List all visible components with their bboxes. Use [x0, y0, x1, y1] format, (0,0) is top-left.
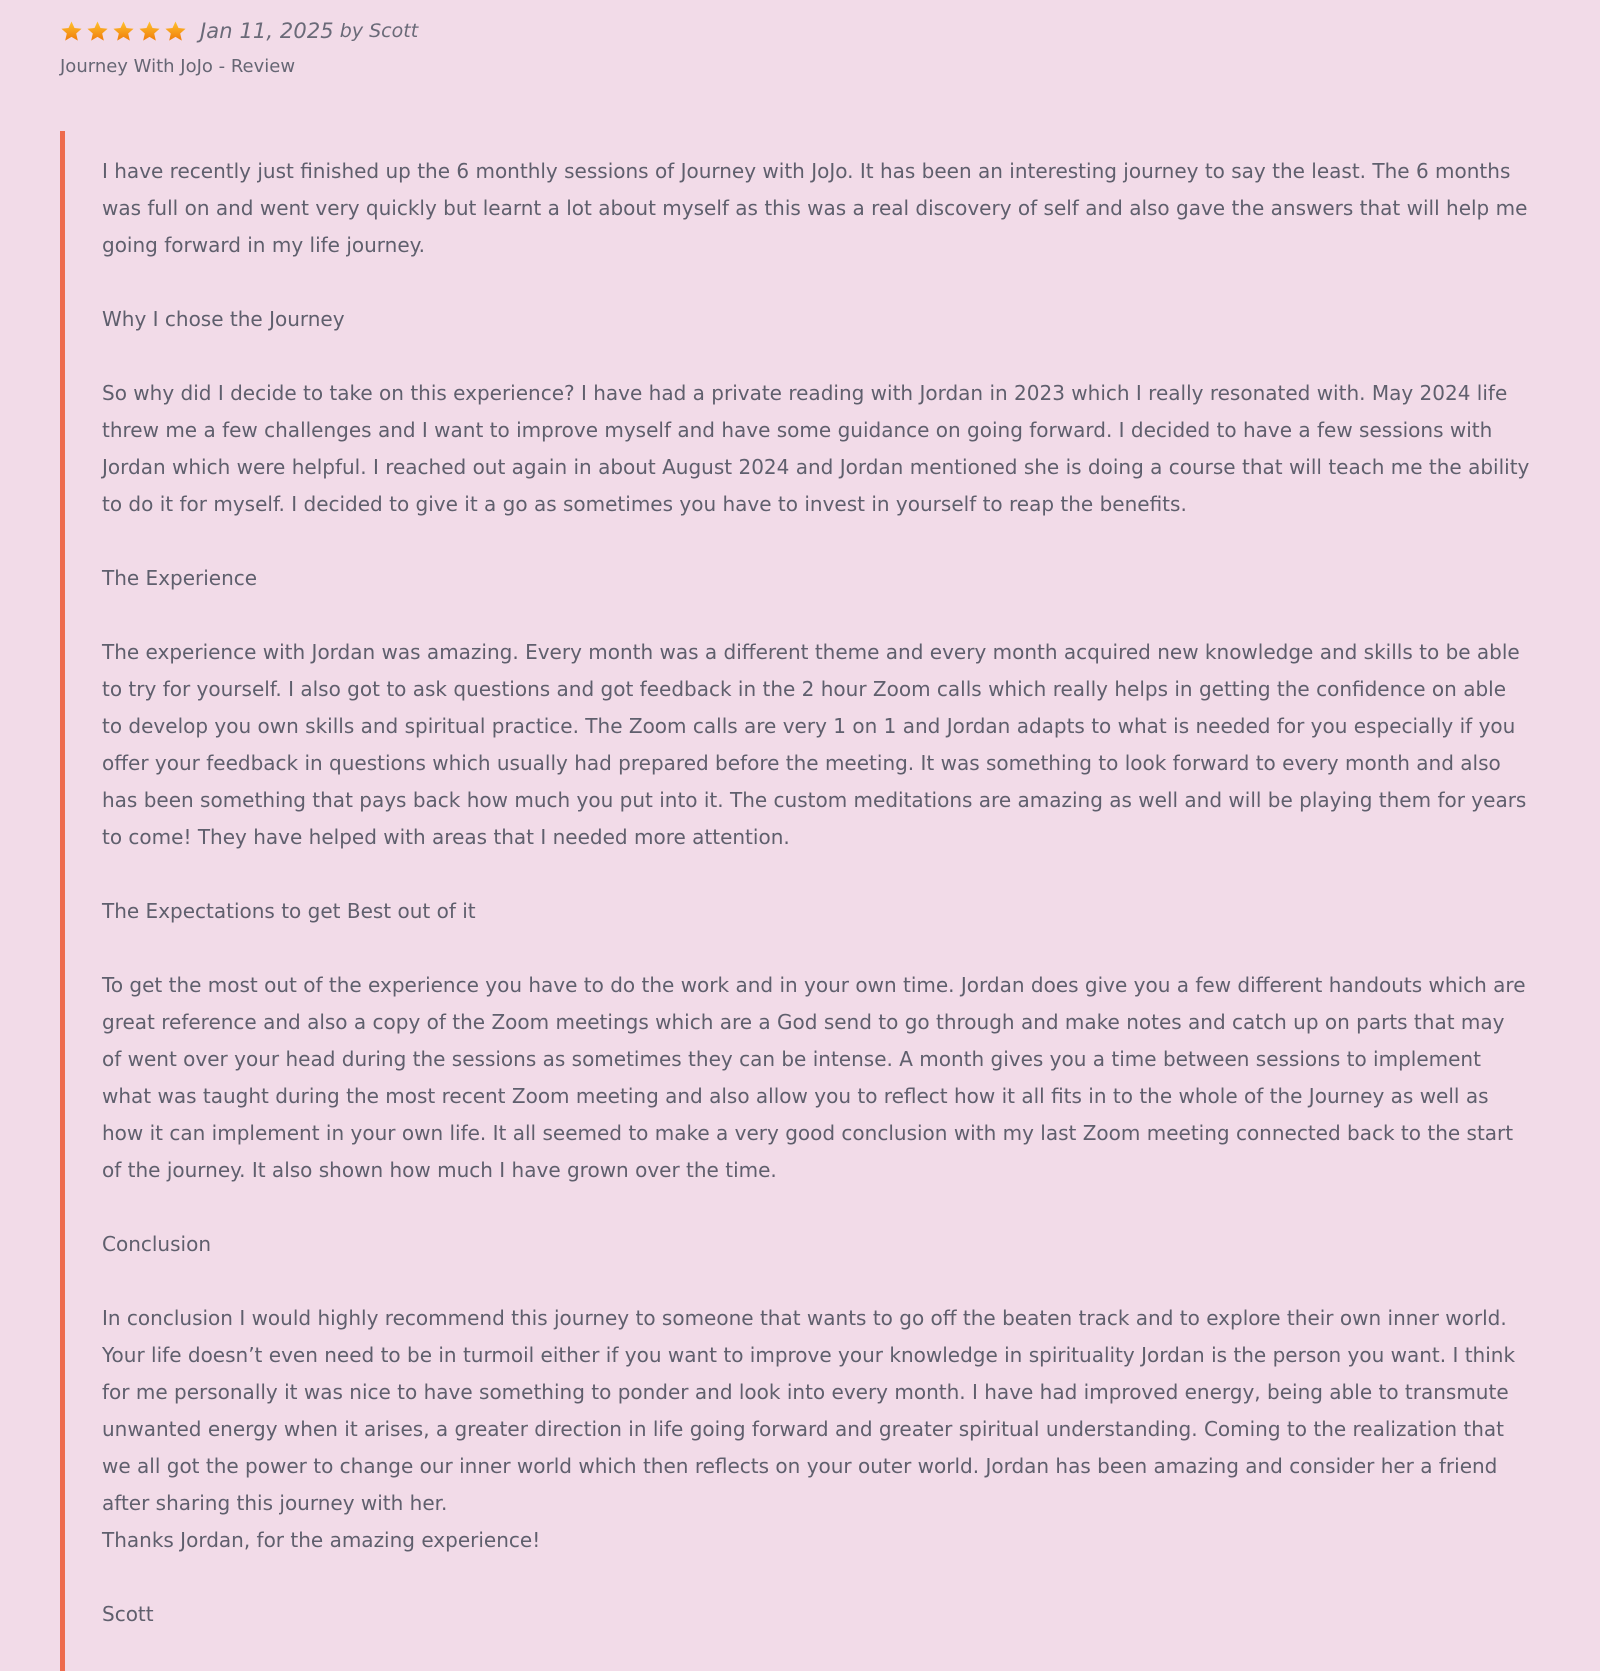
review-title: Journey With JoJo - Review	[60, 56, 296, 77]
star-icon	[112, 20, 135, 43]
star-icon	[164, 20, 187, 43]
review-author: by Scott	[339, 20, 419, 42]
star-icon	[86, 20, 109, 43]
review-paragraph: So why did I decide to take on this experience? I have had a private reading with Jordan in 2023 which I really resonated with. May 2024 life threw me a few challenges and I want to improve myself and have some guidance on going forward. I decided to have a few sessions with Jordan which were helpful. I reached out again in about August 2024 and Jordan mentioned she is doing a course that will teach me the ability to do it for myself. I decided to give it a go as sometimes you have to invest in yourself to reap the benefits.	[102, 381, 1530, 516]
review-date: Jan 11, 2025	[200, 19, 334, 43]
review-signature: Scott	[102, 1602, 154, 1626]
review-thanks: Thanks Jordan, for the amazing experience!	[102, 1528, 541, 1552]
review-section-heading: Conclusion	[102, 1232, 211, 1256]
star-icon	[138, 20, 161, 43]
review-paragraph: In conclusion I would highly recommend this journey to someone that wants to go off the beaten track and to explore their own inner world. Your life doesn’t even need to be in turmoil either if you want to improve your knowledge in spirituality Jordan is the person you want. I think for me personally it was nice to have something to ponder and look into every month. I have had improved energy, being able to transmute unwanted energy when it arises, a greater direction in life going forward and greater spiritual understanding. Coming to the realization that we all got the power to change our inner world which then reflects on your outer world. Jordan has been amazing and consider her a friend after sharing this journey with her.	[102, 1306, 1516, 1515]
star-icon	[60, 20, 83, 43]
review-header	[60, 14, 418, 48]
review-paragraph: To get the most out of the experience you have to do the work and in your own time. Jordan does give you a few different handouts which are great reference and also a copy of the Zoom meetings which are a God send to go through and make notes and catch up on parts that may of went over your head during the sessions as sometimes they can be intense. A month gives you a time between sessions to implement what was taught during the most recent Zoom meeting and also allow you to reflect how it all fits in to the whole of the Journey as well as how it can implement in your own life. It all seemed to make a very good conclusion with my last Zoom meeting connected back to the start of the journey. It also shown how much I have grown over the time.	[102, 973, 1526, 1182]
review-section-heading: The Expectations to get Best out of it	[102, 899, 476, 923]
review-paragraph: The experience with Jordan was amazing. Every month was a different theme and every month acquired new knowledge and skills to be able to try for yourself. I also got to ask questions and got feedback in the 2 hour Zoom calls which really helps in getting the confidence on able to develop you own skills and spiritual practice. The Zoom calls are very 1 on 1 and Jordan adapts to what is needed for you especially if you offer your feedback in questions which usually had prepared before the meeting. It was something to look forward to every month and also has been something that pays back how much you put into it. The custom meditations are amazing as well and will be playing them for years to come! They have helped with areas that I needed more attention.	[102, 640, 1527, 849]
review-section-heading: The Experience	[102, 566, 258, 590]
star-rating	[60, 20, 190, 43]
review-body	[60, 131, 1530, 1671]
review-paragraph: I have recently just finished up the 6 monthly sessions of Journey with JoJo. It has been an interesting journey to say the least. The 6 months was full on and went very quickly but learnt a lot about myself as this was a real discovery of self and also gave the answers that will help me going forward in my life journey.	[102, 159, 1528, 257]
review-section-heading: Why I chose the Journey	[102, 307, 345, 331]
